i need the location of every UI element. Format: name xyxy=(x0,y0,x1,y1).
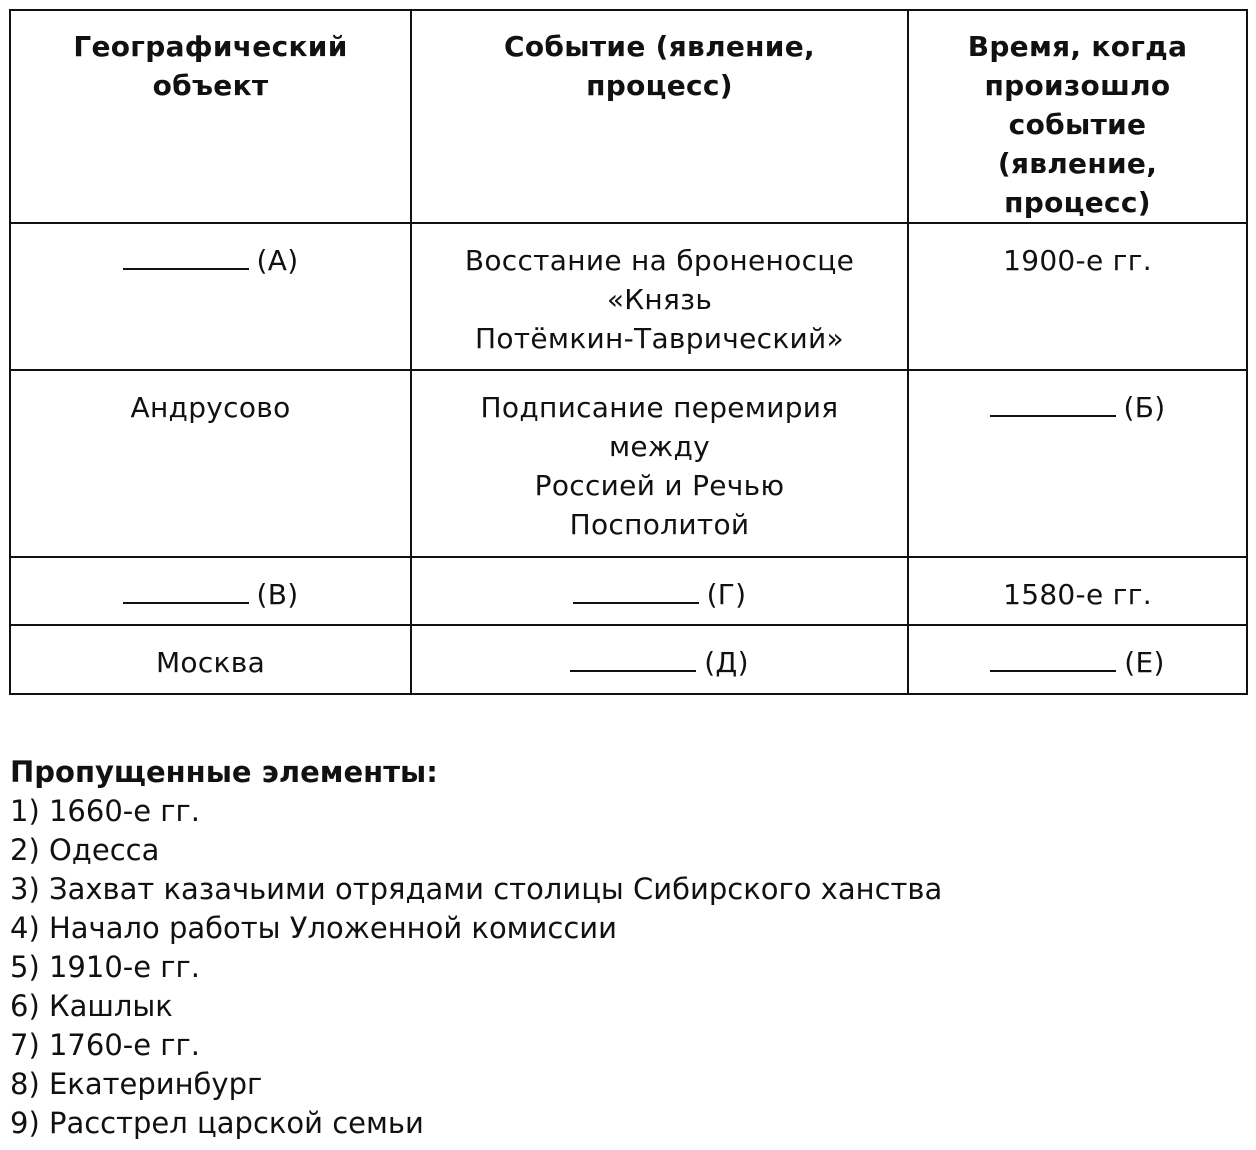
table-row xyxy=(10,557,1247,625)
cell-time-blank-e: (Е) xyxy=(908,625,1247,694)
option-item: 1) 1660-е гг. xyxy=(10,794,201,828)
cell-event: Подписание перемирия между Россией и Речью Посполитой xyxy=(411,370,908,557)
cell-event: Восстание на броненосце «Князь Потёмкин-Таврический» xyxy=(411,223,908,370)
table-header-row xyxy=(10,10,1247,223)
answer-blank xyxy=(990,389,1116,417)
header-time: Время, когда произошло событие (явление, процесс) xyxy=(908,10,1247,223)
option-item: 7) 1760-е гг. xyxy=(10,1028,201,1062)
events-table xyxy=(9,9,1248,695)
cell-time: 1580-е гг. xyxy=(908,557,1247,625)
header-geo-object: Географический объект xyxy=(10,10,411,223)
answer-blank xyxy=(573,576,699,604)
option-item: 4) Начало работы Уложенной комиссии xyxy=(10,911,617,945)
answer-blank xyxy=(990,644,1116,672)
option-item: 3) Захват казачьими отрядами столицы Сибирского ханства xyxy=(10,872,943,906)
cell-time-blank-b: (Б) xyxy=(908,370,1247,557)
table-row xyxy=(10,625,1247,694)
option-item: 2) Одесса xyxy=(10,833,160,867)
table-row xyxy=(10,223,1247,370)
cell-geo-blank-v: (В) xyxy=(10,557,411,625)
header-event: Событие (явление, процесс) xyxy=(411,10,908,223)
cell-geo: Андрусово xyxy=(10,370,411,557)
option-item: 9) Расстрел царской семьи xyxy=(10,1106,424,1140)
missing-elements-title: Пропущенные элементы: xyxy=(10,755,438,789)
cell-event-blank-d: (Д) xyxy=(411,625,908,694)
cell-event-blank-g: (Г) xyxy=(411,557,908,625)
table-row xyxy=(10,370,1247,557)
answer-blank xyxy=(570,644,696,672)
answer-blank xyxy=(123,576,249,604)
option-item: 6) Кашлык xyxy=(10,989,173,1023)
cell-time: 1900-е гг. xyxy=(908,223,1247,370)
option-item: 8) Екатеринбург xyxy=(10,1067,263,1101)
answer-blank xyxy=(123,242,249,270)
missing-elements-list xyxy=(10,753,942,1143)
cell-geo-blank-a: (А) xyxy=(10,223,411,370)
option-item: 5) 1910-е гг. xyxy=(10,950,201,984)
cell-geo: Москва xyxy=(10,625,411,694)
